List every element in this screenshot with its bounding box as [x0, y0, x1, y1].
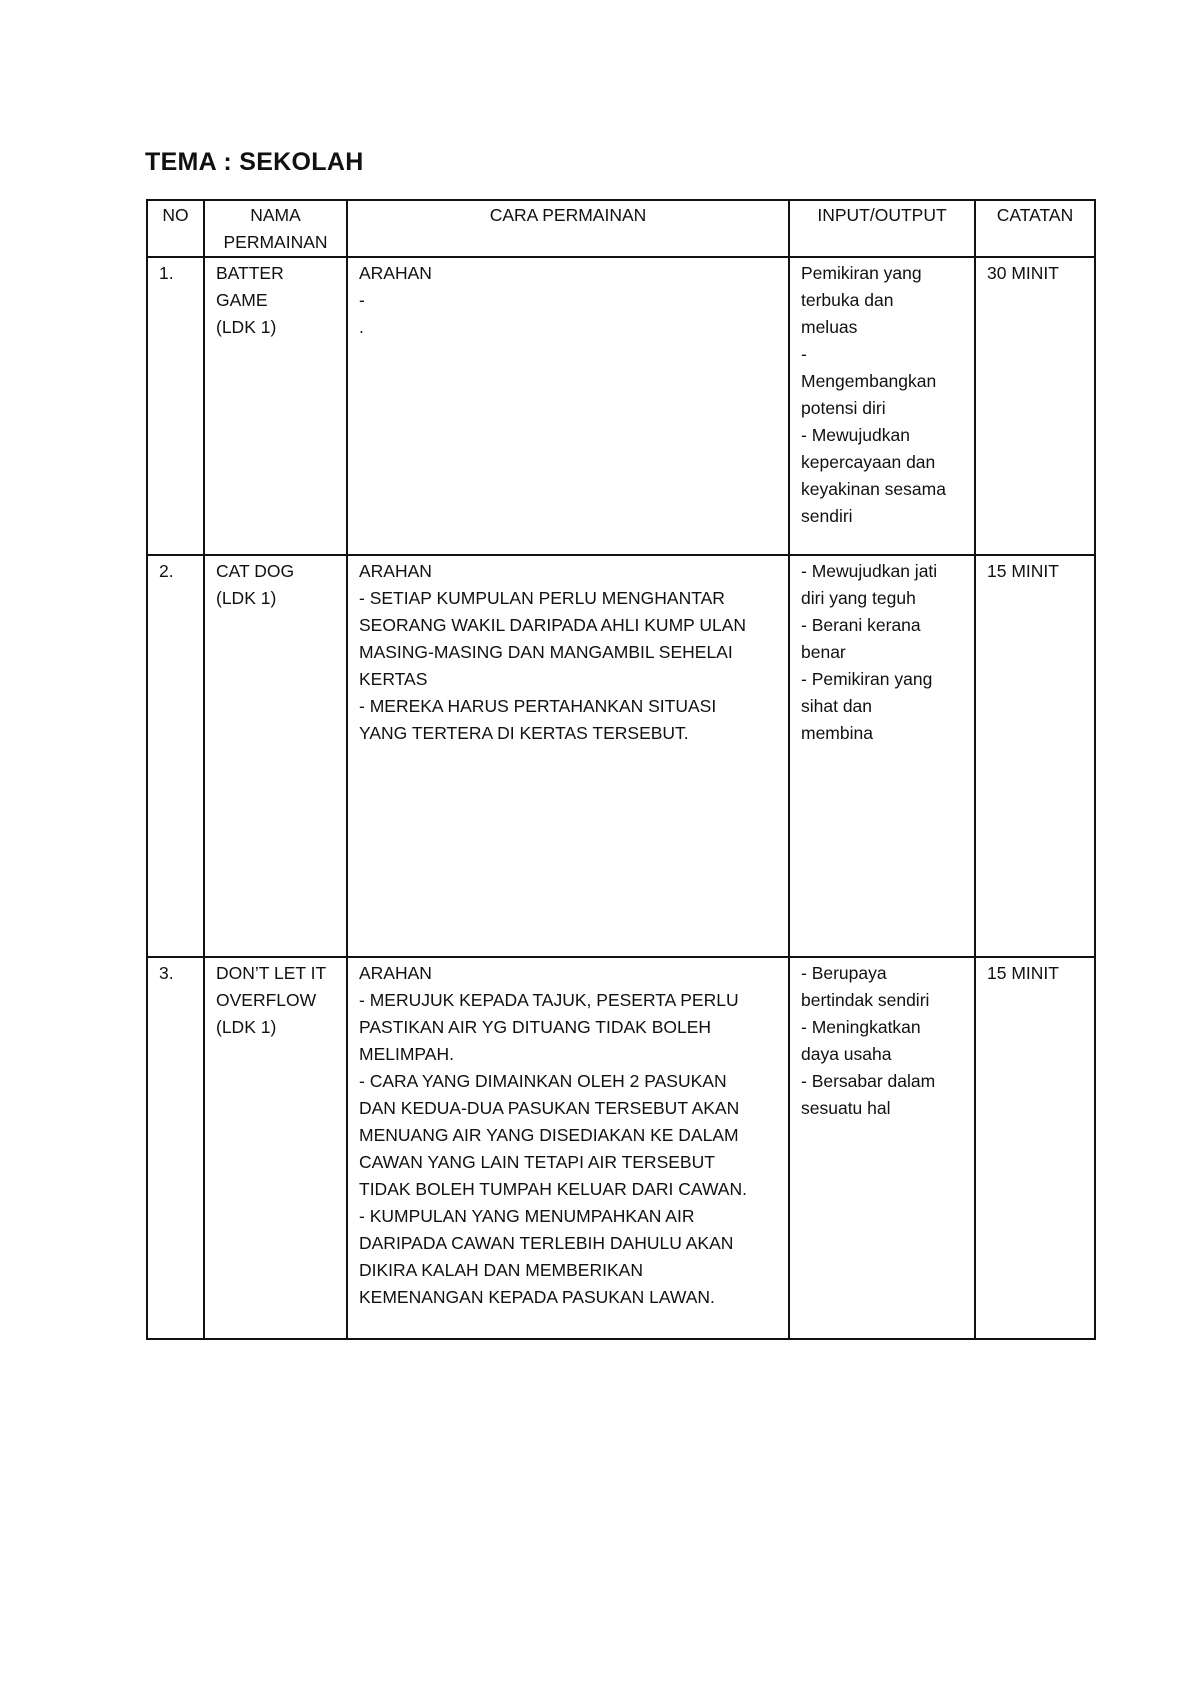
game-plan-table — [146, 199, 1096, 1340]
cell-cara — [347, 957, 789, 1339]
nama-line: GAME — [216, 290, 268, 310]
io-line: sendiri — [801, 506, 853, 526]
header-catatan: CATATAN — [975, 200, 1095, 257]
table-row — [147, 555, 1095, 957]
cell-cara — [347, 257, 789, 555]
io-line: kepercayaan dan — [801, 452, 936, 472]
nama-line: (LDK 1) — [216, 588, 277, 608]
document-title: TEMA : SEKOLAH — [145, 148, 364, 176]
cell-input-output — [789, 957, 975, 1339]
cell-cara — [347, 555, 789, 957]
header-input-output: INPUT/OUTPUT — [789, 200, 975, 257]
io-line: Mengembangkan — [801, 371, 937, 391]
io-line: Pemikiran yang — [801, 263, 922, 283]
cara-line: CAWAN YANG LAIN TETAPI AIR TERSEBUT — [359, 1152, 715, 1172]
cara-line: DIKIRA KALAH DAN MEMBERIKAN — [359, 1260, 643, 1280]
io-line: - Berupaya — [801, 963, 887, 983]
io-line: bertindak sendiri — [801, 990, 930, 1010]
io-line: sihat dan — [801, 696, 873, 716]
nama-line: BATTER — [216, 263, 284, 283]
io-line: keyakinan sesama — [801, 479, 946, 499]
io-line: - Bersabar dalam — [801, 1071, 936, 1091]
cell-input-output — [789, 257, 975, 555]
cara-line: - KUMPULAN YANG MENUMPAHKAN AIR — [359, 1206, 695, 1226]
io-line: - Pemikiran yang — [801, 669, 933, 689]
nama-line: CAT DOG — [216, 561, 295, 581]
io-line: - Berani kerana — [801, 615, 921, 635]
cara-line: ARAHAN — [359, 963, 432, 983]
io-line: terbuka dan — [801, 290, 894, 310]
cell-catatan: 15 MINIT — [975, 555, 1095, 957]
cara-line: TIDAK BOLEH TUMPAH KELUAR DARI CAWAN. — [359, 1179, 747, 1199]
io-line: - Mewujudkan — [801, 425, 910, 445]
cara-line: - — [359, 290, 365, 310]
io-line: membina — [801, 723, 873, 743]
nama-line: OVERFLOW — [216, 990, 317, 1010]
io-line: - — [801, 344, 807, 364]
cell-nama — [204, 257, 347, 555]
io-line: daya usaha — [801, 1044, 892, 1064]
io-line: benar — [801, 642, 846, 662]
cell-input-output — [789, 555, 975, 957]
nama-line: (LDK 1) — [216, 1017, 277, 1037]
nama-line: (LDK 1) — [216, 317, 277, 337]
cell-no: 3. — [147, 957, 204, 1339]
io-line: sesuatu hal — [801, 1098, 891, 1118]
cara-line: . — [359, 317, 364, 337]
cell-catatan: 30 MINIT — [975, 257, 1095, 555]
cara-line: SEORANG WAKIL DARIPADA AHLI KUMP ULAN — [359, 615, 747, 635]
cell-catatan: 15 MINIT — [975, 957, 1095, 1339]
cell-nama — [204, 957, 347, 1339]
cara-line: KERTAS — [359, 669, 428, 689]
io-line: diri yang teguh — [801, 588, 916, 608]
nama-line: DON’T LET IT — [216, 963, 327, 983]
table-row — [147, 957, 1095, 1339]
io-line: potensi diri — [801, 398, 886, 418]
cara-line: DARIPADA CAWAN TERLEBIH DAHULU AKAN — [359, 1233, 734, 1253]
io-line: - Meningkatkan — [801, 1017, 921, 1037]
cara-line: - MERUJUK KEPADA TAJUK, PESERTA PERLU — [359, 990, 739, 1010]
cell-nama — [204, 555, 347, 957]
cara-line: PASTIKAN AIR YG DITUANG TIDAK BOLEH — [359, 1017, 712, 1037]
header-cara-permainan: CARA PERMAINAN — [347, 200, 789, 257]
table-row — [147, 257, 1095, 555]
cara-line: ARAHAN — [359, 561, 432, 581]
cell-no: 2. — [147, 555, 204, 957]
cara-line: MENUANG AIR YANG DISEDIAKAN KE DALAM — [359, 1125, 739, 1145]
cara-line: KEMENANGAN KEPADA PASUKAN LAWAN. — [359, 1287, 715, 1307]
header-nama-permainan: NAMA PERMAINAN — [204, 200, 347, 257]
cara-line: MELIMPAH. — [359, 1044, 454, 1064]
table-header-row — [147, 200, 1095, 257]
header-no: NO — [147, 200, 204, 257]
cara-line: - SETIAP KUMPULAN PERLU MENGHANTAR — [359, 588, 725, 608]
cara-line: DAN KEDUA-DUA PASUKAN TERSEBUT AKAN — [359, 1098, 740, 1118]
io-line: meluas — [801, 317, 858, 337]
io-line: - Mewujudkan jati — [801, 561, 938, 581]
cara-line: YANG TERTERA DI KERTAS TERSEBUT. — [359, 723, 689, 743]
cara-line: - MEREKA HARUS PERTAHANKAN SITUASI — [359, 696, 717, 716]
cara-line: ARAHAN — [359, 263, 432, 283]
cara-line: - CARA YANG DIMAINKAN OLEH 2 PASUKAN — [359, 1071, 727, 1091]
cell-no: 1. — [147, 257, 204, 555]
cara-line: MASING-MASING DAN MANGAMBIL SEHELAI — [359, 642, 733, 662]
